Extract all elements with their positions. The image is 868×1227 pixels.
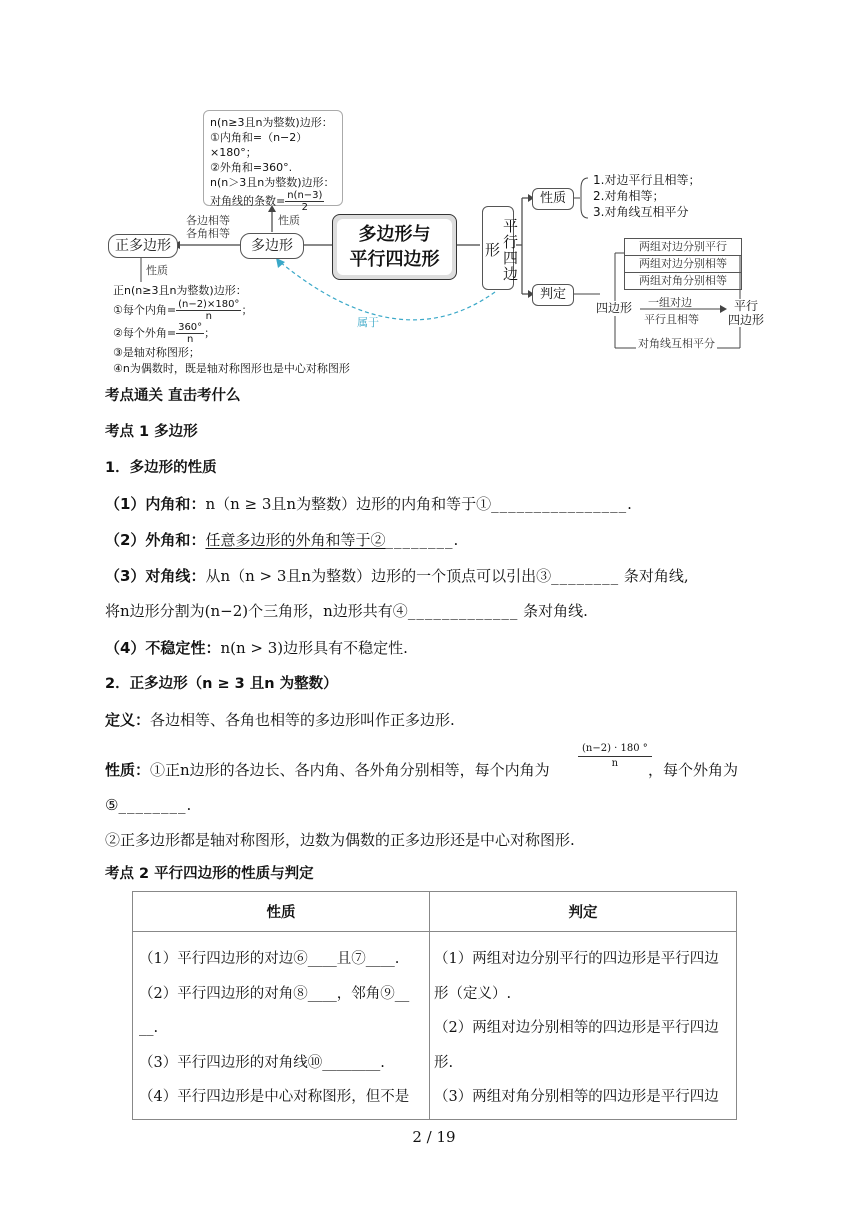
interior-angle-line	[105, 494, 632, 514]
item-text: 从n（n > 3且n为整数）边形的一个顶点可以引出③	[205, 567, 552, 585]
exterior-angle-blank-line	[105, 795, 191, 815]
result-label	[728, 299, 764, 327]
table-line: （3）平行四边形的对角线⑩________.	[139, 1054, 385, 1071]
section-heading: 考点通关 直击考什么	[105, 388, 241, 404]
item-label: （2）外角和：	[105, 531, 206, 549]
item-text: 各边相等、各角也相等的多边形叫作正多边形.	[150, 711, 455, 729]
punct: .	[186, 796, 192, 814]
edge-label-1: 各边相等	[186, 214, 230, 227]
instability-line	[105, 638, 408, 658]
formula-line: ②外角和=360°.	[210, 161, 293, 174]
one-pair-label-1: 一组对边	[648, 296, 692, 309]
center-node-frame	[332, 214, 457, 280]
result-line-2: 四边形	[728, 313, 765, 327]
parallelogram-table	[132, 891, 737, 1120]
table-header-row	[133, 892, 737, 932]
table-line: 形（定义）.	[434, 985, 512, 1002]
item-text: 将n边形分割为(n−2)个三角形，n边形共有④	[105, 602, 408, 620]
item-label: （1）内角和：	[105, 495, 206, 513]
center-title-2: 平行四边形	[349, 249, 440, 270]
edge-label	[186, 214, 230, 240]
answer-blank-2[interactable]: ________	[385, 531, 454, 549]
table-line: （2）平行四边形的对角⑧____，邻角⑨__	[139, 985, 410, 1002]
property-list	[593, 172, 700, 220]
result-line-1: 平行	[734, 299, 759, 313]
formula-line	[210, 190, 336, 213]
one-pair-label-2: 平行且相等	[644, 313, 699, 326]
symmetry-line: ②正多边形都是轴对称图形，边数为偶数的正多边形还是中心对称图形.	[105, 831, 575, 849]
regular-polygon-node: 正多边形	[108, 234, 178, 258]
frac-den: 2	[301, 202, 309, 213]
belongs-label: 属于	[357, 316, 379, 329]
punct: .	[453, 531, 459, 549]
table-line: 形.	[434, 1054, 454, 1071]
regular-prop: 正n(n≥3且n为整数)边形：	[113, 284, 247, 297]
regular-prop: ④n为偶数时，既是轴对称图形也是中心对称图形	[113, 362, 350, 375]
diagonal-line-2	[105, 601, 588, 621]
punct: 条对角线,	[619, 567, 689, 585]
answer-blank-4[interactable]: _____________	[407, 602, 519, 620]
answer-blank-1[interactable]: ________________	[491, 495, 628, 513]
judge-item: 两组对边分别平行	[624, 238, 742, 256]
frac-den: n	[611, 758, 619, 769]
formula-text: 对角线的条数=	[210, 194, 286, 208]
regular-prop: ①每个内角= $\frac{(n-2)\times 180^\circ}{n}$ ；	[113, 299, 253, 322]
page-number: 2 / 19	[412, 1128, 456, 1146]
item-label: （3）对角线：	[105, 567, 206, 585]
diagonal-line	[105, 566, 689, 586]
frac-num: n(n−3)	[287, 190, 323, 201]
table-line: （4）平行四边形是中心对称图形，但不是	[139, 1089, 410, 1105]
formula-line: n(n＞3且n为整数)边形：	[210, 176, 335, 189]
frac-num: (n−2)×180°	[178, 299, 240, 310]
quadrilateral-label: 四边形	[596, 301, 633, 315]
answer-blank-3[interactable]: ________	[551, 567, 620, 585]
subsection-2-title: 2．正多边形（n ≥ 3 且n 为整数）	[105, 676, 338, 692]
frac-den: n	[186, 334, 194, 345]
property-cell	[133, 932, 430, 1120]
punct: 条对角线.	[518, 602, 588, 620]
regular-prop: ③是轴对称图形；	[113, 346, 200, 359]
property-item: 2.对角相等；	[593, 189, 665, 203]
edge-label-2: 各角相等	[186, 227, 230, 240]
table-line: （1）两组对边分别平行的四边形是平行四边	[434, 951, 719, 967]
item-label: 定义：	[105, 711, 151, 729]
frac-num: 360°	[178, 322, 203, 333]
item-text: ①正n边形的各边长、各内角、各外角分别相等，每个内角为	[150, 761, 550, 779]
table-line: __.	[139, 1020, 159, 1036]
header-judgement: 判定	[430, 892, 737, 932]
exterior-angle-line	[105, 530, 458, 550]
polygon-node: 多边形	[240, 233, 304, 259]
property-line	[105, 760, 550, 780]
interior-angle-fraction	[176, 299, 241, 322]
definition-line	[105, 710, 455, 730]
property-line-cont: ，每个外角为	[648, 761, 739, 779]
table-line: （3）两组对角分别相等的四边形是平行四边	[434, 1089, 719, 1105]
frac-num: (n−2) · 180 °	[578, 742, 652, 757]
exterior-angle-fraction	[176, 322, 204, 345]
subsection-1-title: 1．多边形的性质	[105, 460, 217, 476]
center-title-1: 多边形与	[358, 224, 431, 245]
item-label: （4）不稳定性：	[105, 639, 221, 657]
judge-item: 两组对边分别相等	[624, 255, 742, 273]
property-node: 性质	[532, 188, 574, 210]
item-text: n（n ≥ 3且n为整数）边形的内角和等于①	[205, 495, 492, 513]
section-2-title: 考点 2 平行四边形的性质与判定	[105, 866, 314, 882]
property-item: 1.对边平行且相等；	[593, 173, 701, 187]
formula-line: ①内角和=（n−2）×180°；	[210, 131, 308, 159]
judgement-node: 判定	[532, 284, 574, 306]
frac-den: n	[205, 311, 212, 322]
table-line: （2）两组对边分别相等的四边形是平行四边	[434, 1020, 719, 1036]
judge-item: 两组对角分别相等	[624, 272, 742, 290]
regular-prop-label: 性质	[146, 264, 168, 277]
judgement-cell	[430, 932, 737, 1120]
item-text: n(n > 3)边形具有不稳定性.	[220, 639, 408, 657]
arrow-label-property: 性质	[278, 214, 300, 227]
parallelogram-node	[482, 206, 519, 290]
diagonal-bisect-label: 对角线互相平分	[638, 337, 715, 350]
punct: .	[627, 495, 632, 513]
regular-prop-text: ①每个内角=	[113, 303, 177, 317]
regular-props	[113, 283, 393, 377]
item-label: 性质：	[105, 761, 151, 779]
property-item: 3.对角线互相平分	[593, 205, 689, 219]
polygon-formula-box	[203, 110, 343, 213]
interior-angle-fraction	[578, 742, 652, 771]
answer-blank-5[interactable]: ________	[118, 796, 187, 814]
item-text: 任意多边形的外角和等于②	[205, 531, 386, 549]
center-node	[337, 219, 452, 275]
regular-prop-text: ②每个外角=	[113, 326, 177, 340]
diagonal-fraction	[285, 190, 324, 213]
parallelogram-label: 平行四边形	[483, 217, 519, 282]
header-property: 性质	[133, 892, 430, 932]
formula-line: n(n≥3且n为整数)边形：	[210, 116, 333, 129]
table-row	[133, 932, 737, 1120]
item-marker: ⑤	[105, 796, 119, 814]
section-1-title: 考点 1 多边形	[105, 424, 198, 440]
table-line: （1）平行四边形的对边⑥____且⑦____.	[139, 951, 400, 967]
regular-prop: ②每个外角= $\frac{360^\circ}{n}$ ；	[113, 322, 216, 345]
